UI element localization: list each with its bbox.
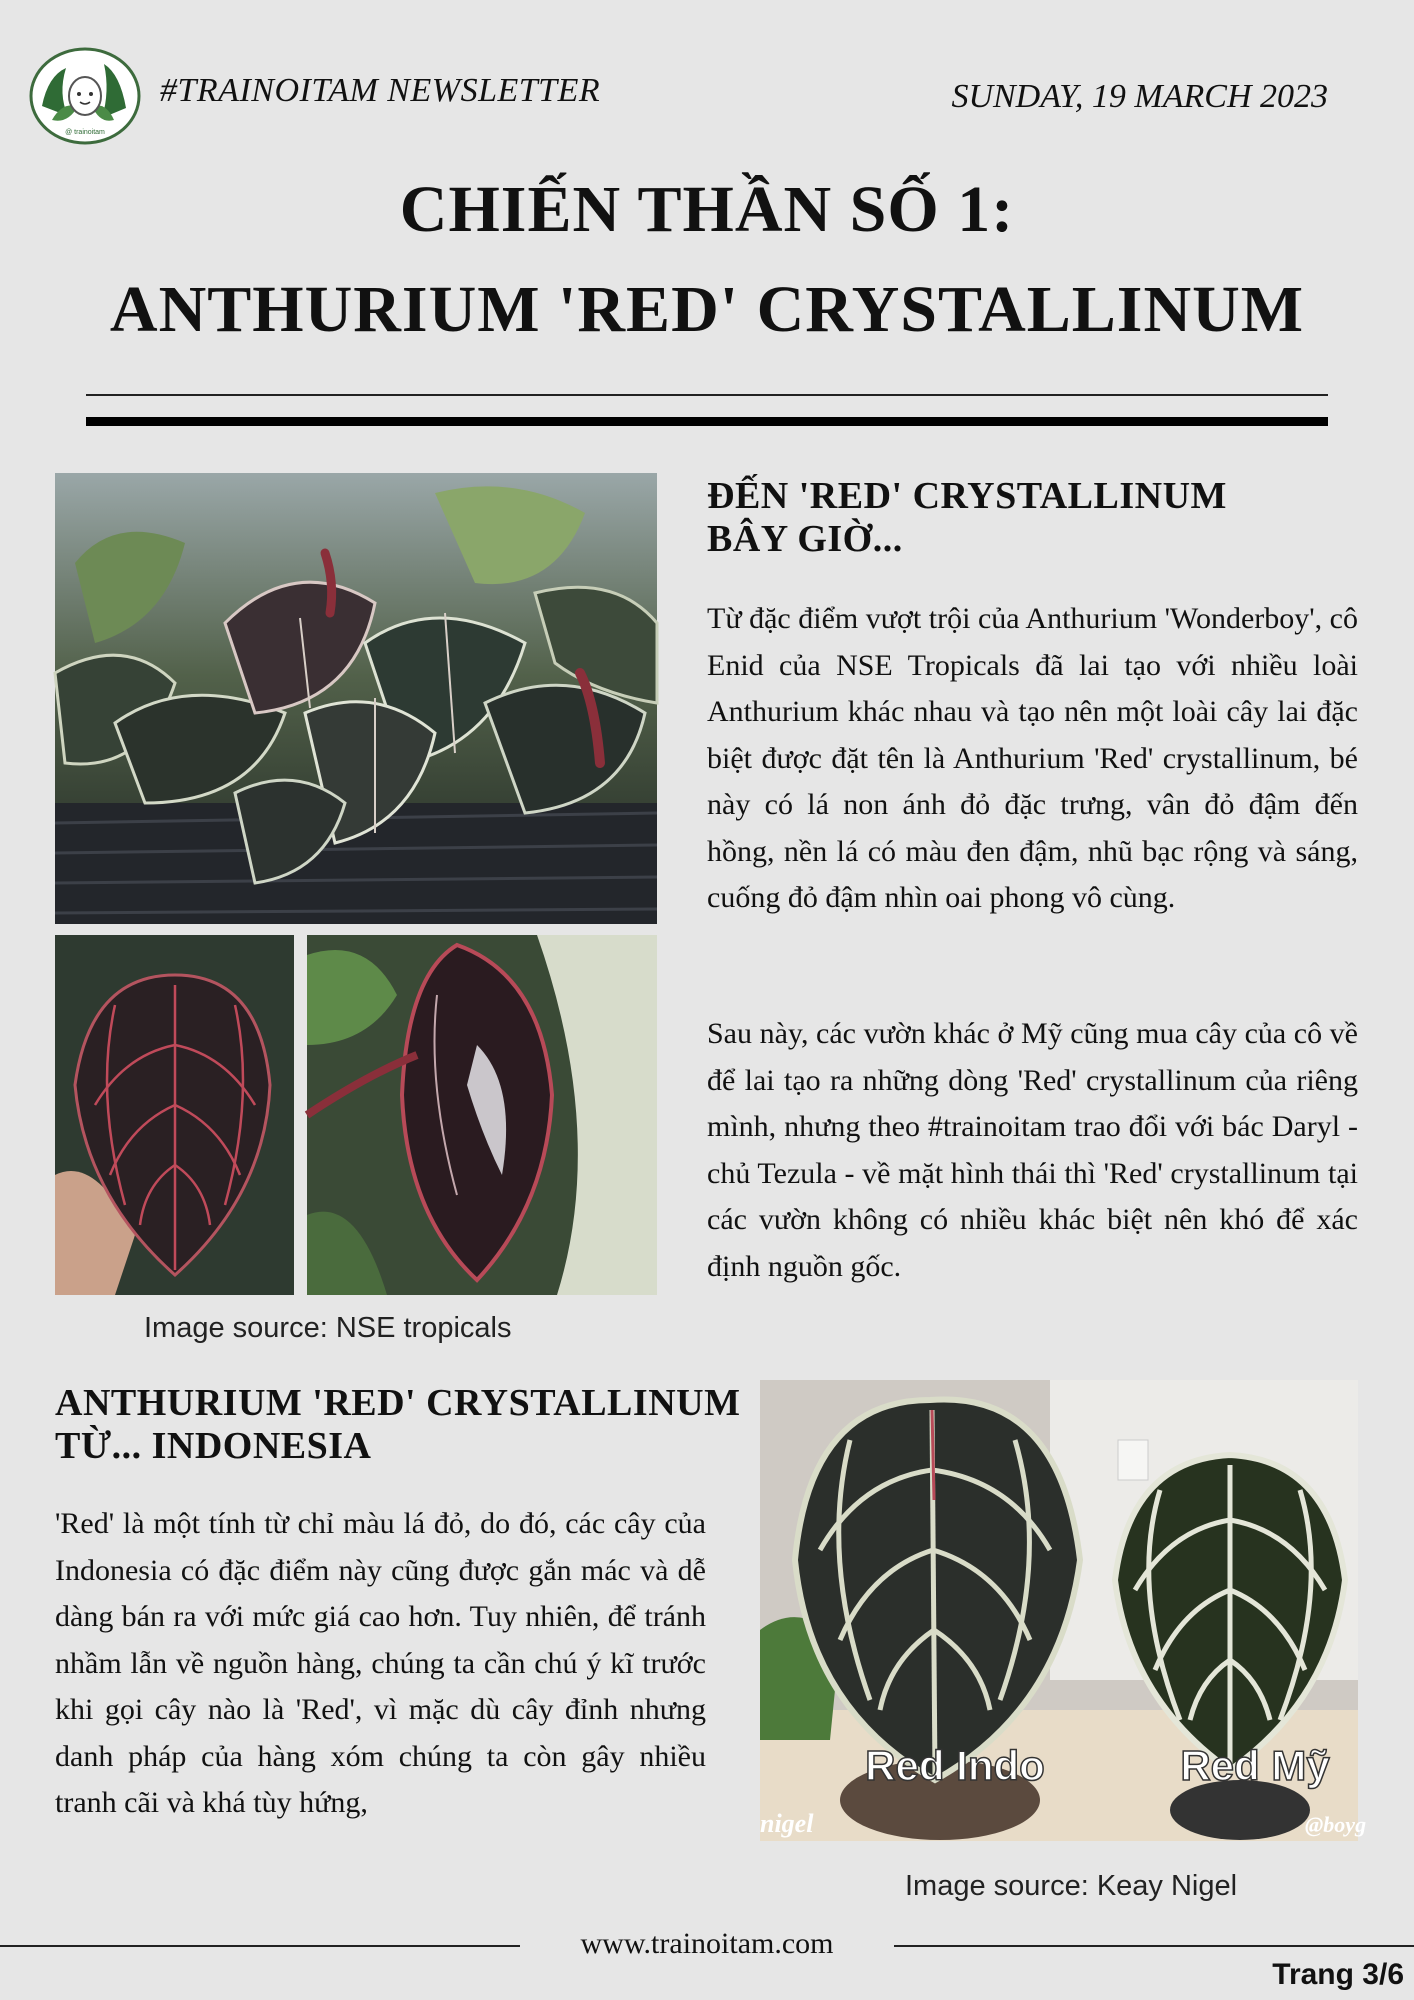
- website-link[interactable]: www.trainoitam.com: [580, 1927, 834, 1960]
- label-red-indo: Red Indo: [865, 1742, 1045, 1789]
- headline-line-1: CHIẾN THẦN SỐ 1:: [399, 173, 1015, 246]
- image-caption-keay-nigel: Image source: Keay Nigel: [905, 1870, 1238, 1902]
- newsletter-name: #TRAINOITAM NEWSLETTER: [160, 72, 601, 109]
- label-red-my: Red Mỹ: [1180, 1742, 1330, 1789]
- red-leaf-in-hand-photo: [55, 935, 294, 1295]
- glossy-red-leaf-photo: [307, 935, 657, 1295]
- section2-heading-line-1: ANTHURIUM 'RED' CRYSTALLINUM: [55, 1382, 741, 1424]
- watermark-right: @boyg: [1305, 1812, 1367, 1837]
- divider-thin: [86, 394, 1328, 396]
- section1-heading-line-1: ĐẾN 'RED' CRYSTALLINUM: [707, 475, 1227, 517]
- section1-heading: [707, 475, 1327, 561]
- section2-heading-line-2: TỪ... INDONESIA: [55, 1425, 372, 1467]
- greenhouse-plants-photo: [55, 473, 657, 924]
- section2-heading: [55, 1382, 755, 1468]
- image-caption-nse: Image source: NSE tropicals: [144, 1312, 512, 1344]
- headline-line-2: ANTHURIUM 'RED' CRYSTALLINUM: [109, 273, 1305, 346]
- watermark-left: nigel: [760, 1809, 814, 1838]
- divider-thick: [86, 417, 1328, 426]
- newsletter-logo: [28, 46, 142, 146]
- section1-heading-line-2: BÂY GIỜ...: [707, 518, 903, 560]
- section1-paragraph-1: Từ đặc điểm vượt trội của Anthurium 'Wonderboy', cô Enid của NSE Tropicals đã lai tạo với nhiều loài Anthurium khác nhau và tạo nên một loài cây lai đặc biệt được đặt tên là Anthurium 'Red' crystallinum, bé này có lá non ánh đỏ đặc trưng, vân đỏ đậm đến hồng, nền lá có màu đen đậm, nhũ bạc rộng và sáng, cuống đỏ đậm nhìn oai phong vô cùng.: [707, 602, 1358, 914]
- issue-date: SUNDAY, 19 MARCH 2023: [951, 78, 1328, 115]
- section2-paragraph: 'Red' là một tính từ chỉ màu lá đỏ, do đó, các cây của Indonesia có đặc điểm này cũng được gắn mác và dễ dàng bán ra với mức giá cao hơn. Tuy nhiên, để tránh nhầm lẫn về nguồn hàng, chúng ta cần chú ý kĩ trước khi gọi cây nào là 'Red', vì mặc dù cây đỉnh nhưng danh pháp của hàng xóm chúng ta còn gây nhiều tranh cãi và khá tùy hứng,: [55, 1507, 706, 1819]
- red-indo-vs-red-my-photo: [760, 1380, 1367, 1841]
- section1-paragraph-2: Sau này, các vườn khác ở Mỹ cũng mua cây của cô về để lai tạo ra những dòng 'Red' crystallinum của riêng mình, nhưng theo #trainoitam trao đổi với bác Daryl - chủ Tezula - về mặt hình thái thì 'Red' crystallinum tại các vườn không có nhiều khác biệt nên khó để xác định nguồn gốc.: [707, 1017, 1358, 1283]
- logo-text: @ trainoitam: [65, 129, 105, 136]
- page-number: Trang 3/6: [1272, 1958, 1404, 1991]
